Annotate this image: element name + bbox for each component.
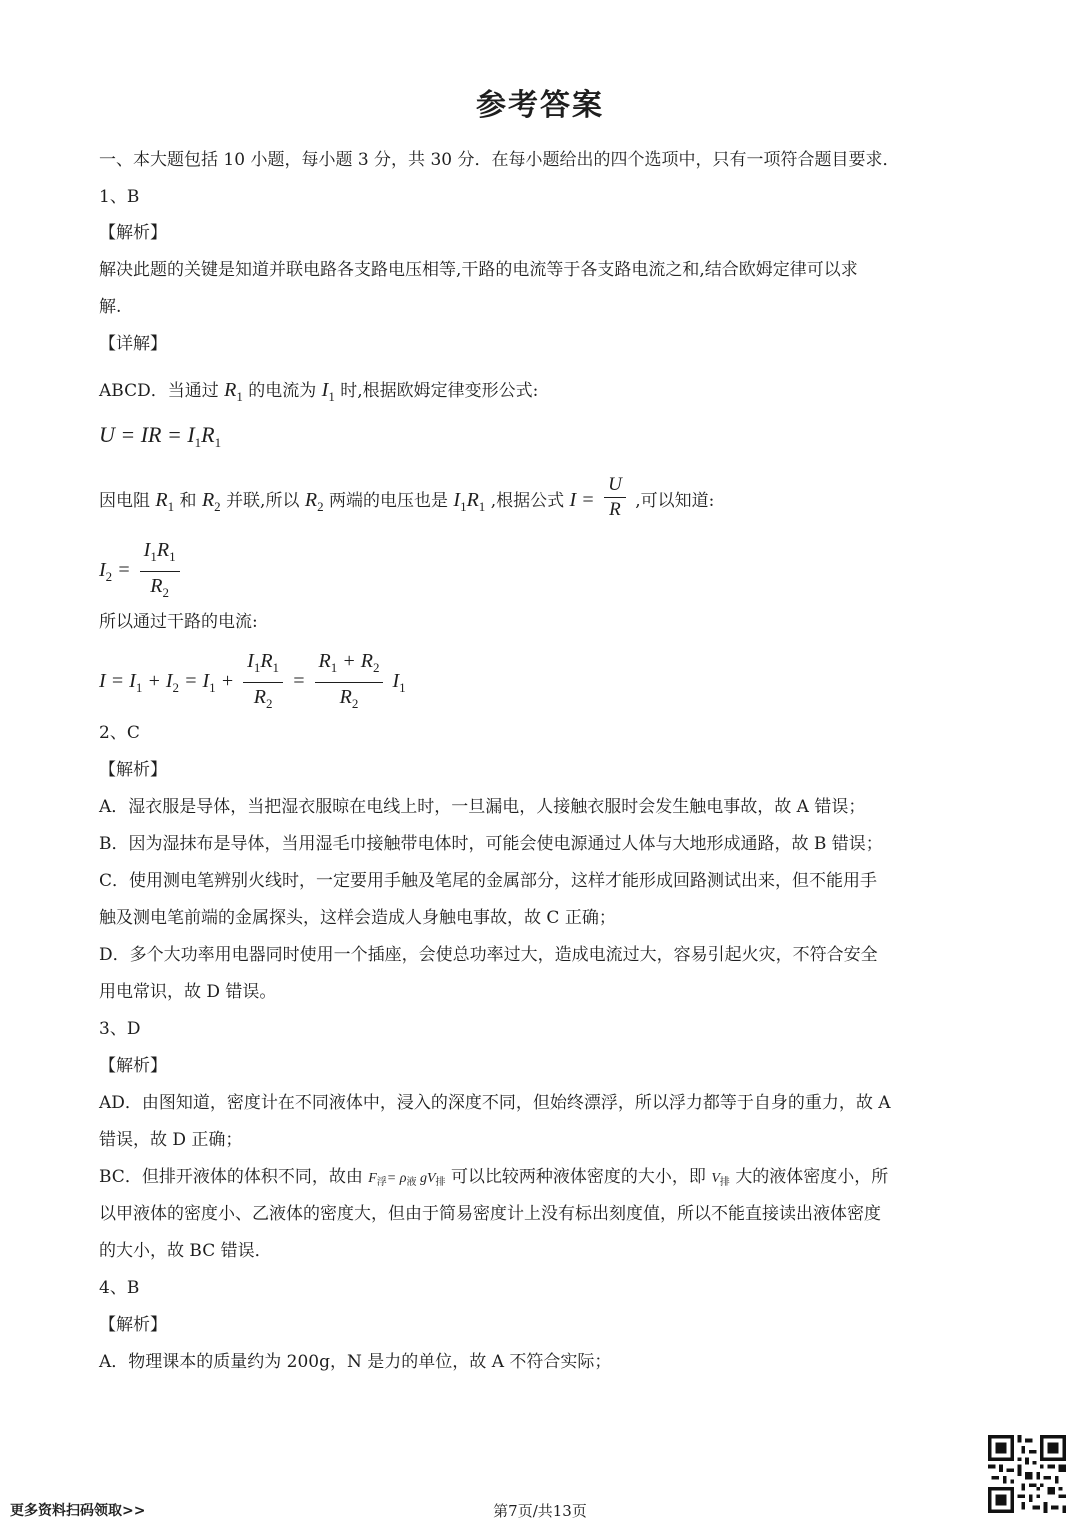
math-i1: $I_1$ [321,379,335,404]
q4-answer: 4、B [99,1278,140,1298]
q1-detail-p1 [99,378,979,409]
q2-answer: 2、C [99,723,140,743]
q1-detail-p2-c: 并联,所以 [226,491,300,511]
math-i1r1: $I_1R_1$ [453,489,486,514]
fraction-r1-plus-r2-over-r2: $\frac{R_1 + R_2}{R_2}$ [315,648,384,717]
math-r2: $R_2$ [201,489,221,514]
q3-line5: 的大小，故 BC 错误． [99,1241,272,1261]
q3-line2: 错误，故 D 正确； [99,1130,243,1150]
q2-line-d1: D．多个大功率用电器同时使用一个插座，会使总功率过大，造成电流过大，容易引起火灾，不符合安全 [99,945,878,965]
q3-line3 [99,1165,979,1195]
q3-line3-c: 大的液体密度小，所 [735,1167,889,1187]
q4-line1: A．物理课本的质量约为 200g，N 是力的单位，故 A 不符合实际； [99,1352,612,1372]
q1-detail-p2-a: 因电阻 [99,491,150,511]
q1-analysis-line1: 解决此题的关键是知道并联电路各支路电压相等,干路的电流等于各支路电流之和,结合欧姆定律可以求 [99,260,858,280]
equation-ohm-text: U = IR = I [99,422,195,447]
fraction-i1r1-over-r2: $\frac{I_1R_1}{R_2}$ [140,537,180,606]
q1-detail-p1-b: 的电流为 [248,381,317,401]
equation-i2: $I_2$ = $\frac{I_1R_1}{R_2}$ [99,537,184,606]
q3-line3-b: 可以比较两种液体密度的大小，即 [450,1167,706,1187]
q4-analysis-tag: 【解析】 [99,1315,167,1335]
math-buoyancy-formula: $F_浮= \rho_液$ $gV_排$ [368,1171,446,1188]
q2-line-d2: 用电常识，故 D 错误。 [99,982,277,1002]
q3-answer: 3、D [99,1019,141,1039]
q1-detail-p2-e: ,根据公式 [490,491,565,511]
q1-detail-p2-f: ,可以知道: [635,491,715,511]
fraction-u-over-r: $\frac{U}{R}$ [604,474,626,521]
q1-analysis-tag: 【解析】 [99,223,167,243]
qr-code-icon[interactable] [988,1435,1066,1513]
q3-analysis-tag: 【解析】 [99,1056,167,1076]
q2-line-b: B．因为湿抹布是导体，当用湿毛巾接触带电体时，可能会使电源通过人体与大地形成通路，故 B 错误； [99,834,883,854]
q2-line-c1: C．使用测电笔辨别火线时，一定要用手触及笔尾的金属部分，这样才能形成回路测试出来，但不能用手 [99,871,878,891]
q1-detail-p2-b: 和 [179,491,197,511]
q1-answer: 1、B [99,187,140,207]
fraction-i1r1-over-r2: $\frac{I_1R_1}{R_2}$ [243,648,283,717]
math-r1: $R_1$ [224,379,243,404]
q1-detail-tag: 【详解】 [99,334,167,354]
q3-line4: 以甲液体的密度小、乙液体的密度大，但由于简易密度计上没有标出刻度值，所以不能直接读出液体密度 [99,1204,881,1224]
section-header: 一、本大题包括 10 小题，每小题 3 分，共 30 分．在每小题给出的四个选项中，只有一项符合题目要求． [99,150,900,170]
q2-line-a: A．湿衣服是导体，当把湿衣服晾在电线上时，一旦漏电，人接触衣服时会发生触电事故，故 A 错误； [99,797,866,817]
q1-analysis-line2: 解. [99,297,122,317]
q1-detail-p1-a: ABCD．当通过 [99,381,219,401]
page-title: 参考答案 [476,88,604,123]
q1-detail-p1-c: 时,根据欧姆定律变形公式: [340,381,539,401]
math-formula-i-u-r: I = [569,489,595,511]
q3-line3-a: BC．但排开液体的体积不同，故由 [99,1167,363,1187]
q1-detail-p2 [99,474,979,525]
q2-analysis-tag: 【解析】 [99,760,167,780]
math-r2: $R_2$ [304,489,324,514]
q3-line1: AD．由图知道，密度计在不同液体中，浸入的深度不同，但始终漂浮，所以浮力都等于自身的重力，故 A [99,1093,891,1113]
math-v-pai: $V_排$ [711,1171,730,1188]
q1-detail-p2-d: 两端的电压也是 [329,491,448,511]
math-r1: $R_1$ [155,489,175,514]
q2-line-c2: 触及测电笔前端的金属探头，这样会造成人身触电事故，故 C 正确； [99,908,616,928]
equation-total-current: $I = I_1 + I_2 = I_1$ + $\frac{I_1R_1}{R_2}$ = $\frac{R_1 + R_2}{R_2}$ $I_1$ [99,648,406,717]
q1-detail-p3: 所以通过干路的电流: [99,612,258,632]
footer-promo-link[interactable]: 更多资料扫码领取>> [10,1503,146,1519]
page-number: 第7页/共13页 [493,1502,587,1520]
equation-ohm: U = IR = $I_1R_1$ [99,422,222,450]
